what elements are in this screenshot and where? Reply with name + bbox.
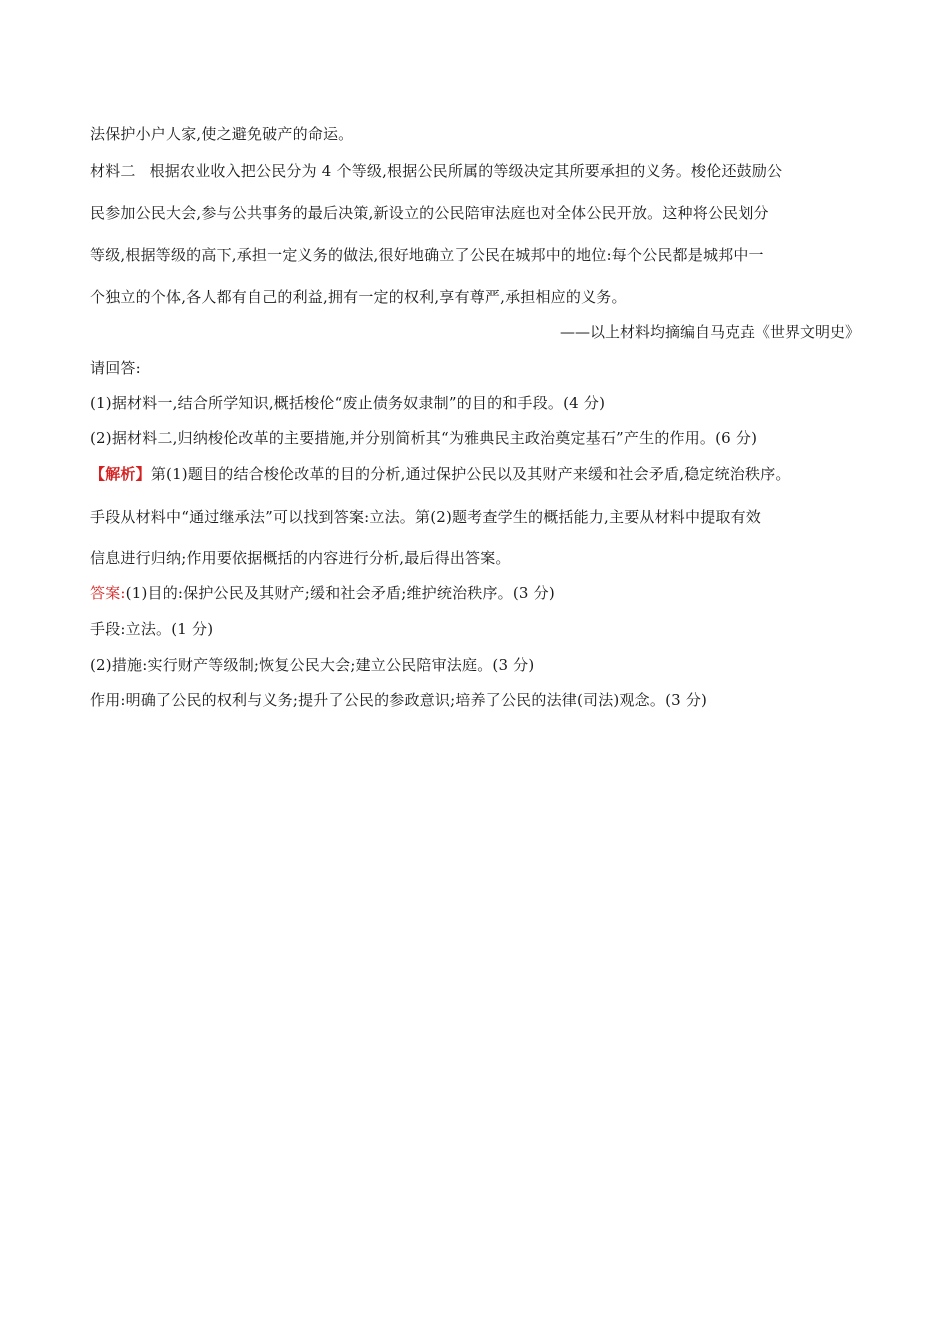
analysis-line3: 信息进行归纳;作用要依据概括的内容进行分析,最后得出答案。 [90, 549, 511, 567]
source-citation: ——以上材料均摘编自马克垚《世界文明史》 [559, 323, 860, 341]
material2-label: 材料二 [90, 162, 136, 180]
material1-tail: 法保护小户人家,使之避免破产的命运。 [90, 125, 354, 143]
document-page [90, 0, 870, 1344]
answer-line4: 作用:明确了公民的权利与义务;提升了公民的参政意识;培养了公民的法律(司法)观念。(3 分) [90, 691, 708, 709]
material2-line3: 等级,根据等级的高下,承担一定义务的做法,很好地确立了公民在城邦中的地位:每个公民都是城邦中一 [90, 246, 764, 264]
answer-label: 答案: [90, 584, 126, 602]
prompt-text: 请回答: [90, 359, 141, 377]
material2-line2: 民参加公民大会,参与公共事务的最后决策,新设立的公民陪审法庭也对全体公民开放。这种将公民划分 [90, 204, 769, 222]
analysis-line2: 手段从材料中“通过继承法”可以找到答案:立法。第(2)题考查学生的概括能力,主要从材料中提取有效 [90, 508, 762, 526]
question-1: (1)据材料一,结合所学知识,概括梭伦“废止债务奴隶制”的目的和手段。(4 分) [90, 394, 606, 412]
material2-line4: 个独立的个体,各人都有自己的利益,拥有一定的权利,享有尊严,承担相应的义务。 [90, 288, 627, 306]
analysis-text-1: 第(1)题目的结合梭伦改革的目的分析,通过保护公民以及其财产来缓和社会矛盾,稳定统治秩序。 [150, 465, 791, 483]
answer-text-1: (1)目的:保护公民及其财产;缓和社会矛盾;维护统治秩序。(3 分) [125, 584, 555, 602]
analysis-line1 [90, 464, 791, 484]
answer-line3: (2)措施:实行财产等级制;恢复公民大会;建立公民陪审法庭。(3 分) [90, 656, 535, 674]
answer-line2: 手段:立法。(1 分) [90, 620, 214, 638]
analysis-label: 【解析】 [90, 465, 151, 483]
answer-line1 [90, 583, 555, 603]
material2-text-1: 根据农业收入把公民分为 4 个等级,根据公民所属的等级决定其所要承担的义务。梭伦还鼓励公 [149, 162, 783, 180]
material2-line1 [90, 161, 782, 181]
question-2: (2)据材料二,归纳梭伦改革的主要措施,并分别简析其“为雅典民主政治奠定基石”产生的作用。(6 分) [90, 429, 758, 447]
